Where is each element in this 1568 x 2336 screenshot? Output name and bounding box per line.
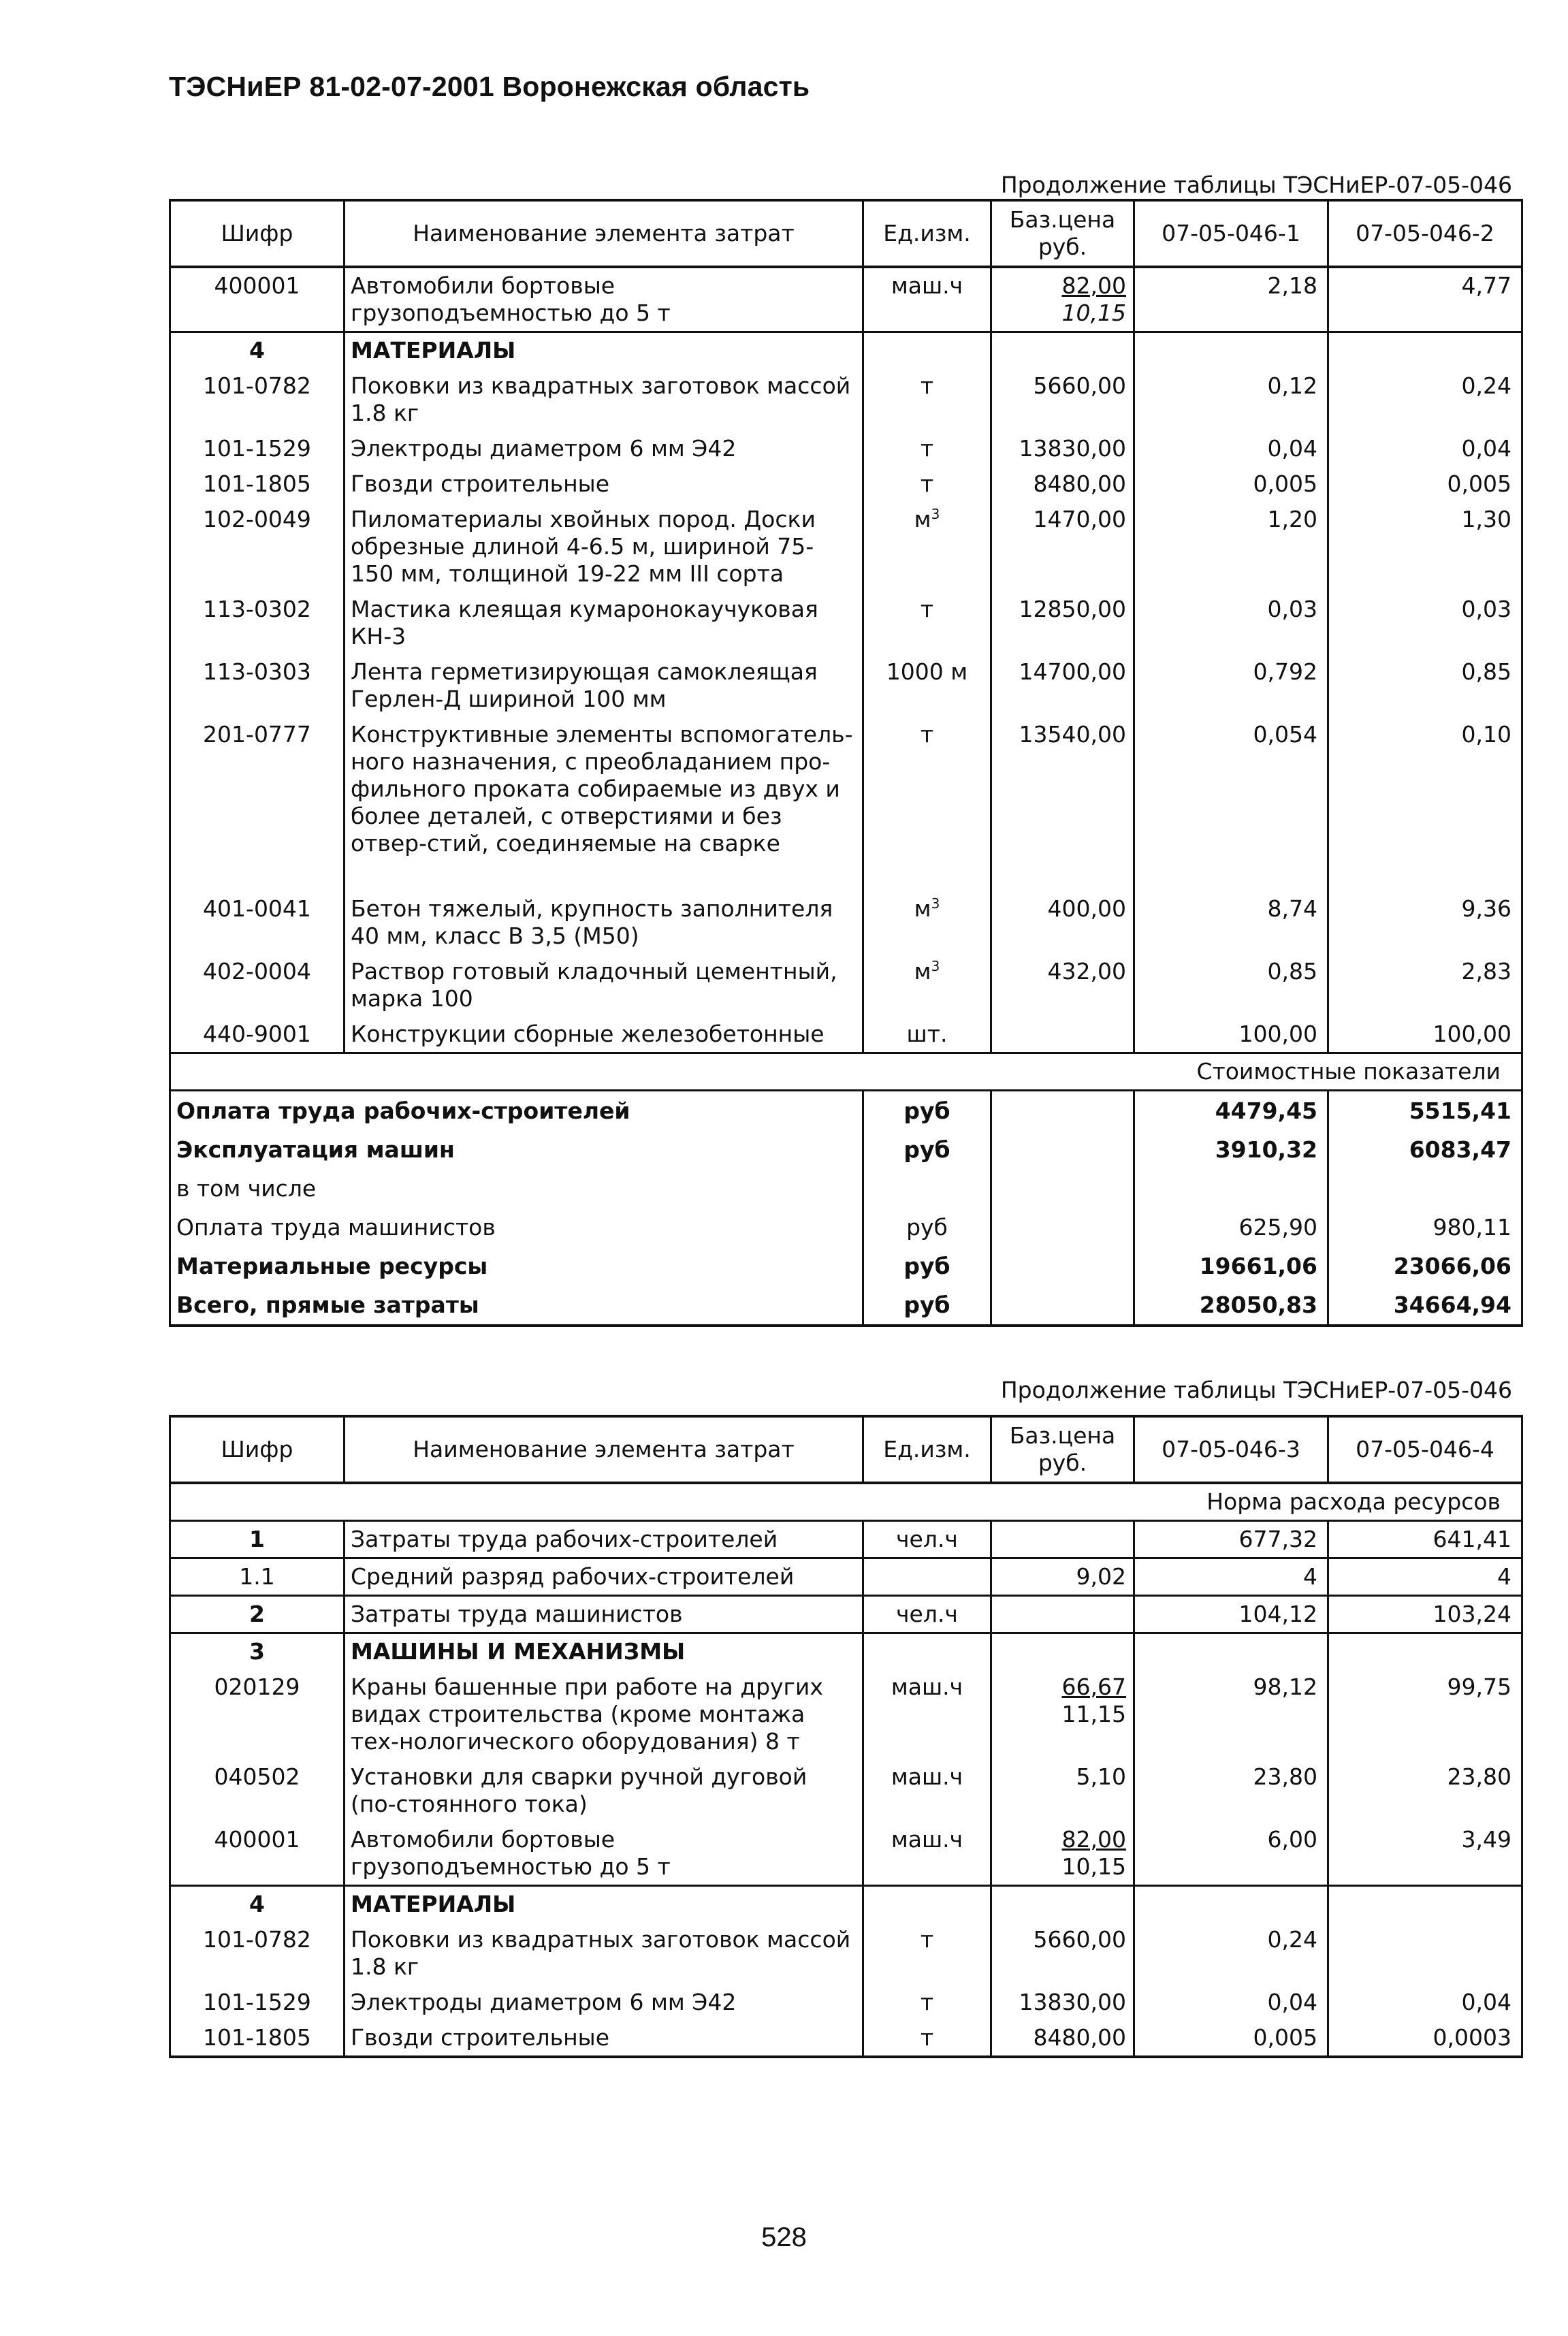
price-cell: 13830,00 xyxy=(991,1985,1134,2020)
name-cell: Электроды диаметром 6 мм Э42 xyxy=(345,431,863,466)
unit-text: м xyxy=(914,895,931,922)
section-title: МАТЕРИАЛЫ xyxy=(345,1886,863,1923)
page-number: 528 xyxy=(761,2222,807,2252)
header-code: Шифр xyxy=(170,1416,345,1483)
price-cell: 400,00 xyxy=(991,861,1134,954)
unit-cell: чел.ч xyxy=(863,1521,991,1558)
unit-cell xyxy=(863,717,991,861)
summary-value: 34664,94 xyxy=(1328,1285,1522,1326)
value-cell: 23,80 xyxy=(1134,1759,1328,1822)
table1-caption: Продолжение таблицы ТЭСНиЕР-07-05-046 xyxy=(1000,172,1512,198)
summary-label: Эксплуатация машин xyxy=(170,1130,863,1169)
unit-cell xyxy=(863,592,991,654)
price-cell xyxy=(991,1017,1134,1053)
name-cell: Мастика клеящая кумаронокаучуковая КН-3 xyxy=(345,592,863,654)
table-row xyxy=(170,466,1522,502)
name-cell: Электроды диаметром 6 мм Э42 xyxy=(345,1985,863,2020)
price-cell: 1470,00 xyxy=(991,502,1134,592)
price-cell xyxy=(991,267,1134,332)
unit-text: м xyxy=(914,958,931,985)
unit-cell xyxy=(863,1985,991,2020)
code-cell: 101-0782 xyxy=(170,368,345,431)
summary-row xyxy=(170,1130,1522,1169)
code-cell: 113-0302 xyxy=(170,592,345,654)
header-col1: 07-05-046-1 xyxy=(1134,200,1328,267)
price-cell: 8480,00 xyxy=(991,2020,1134,2057)
table-row xyxy=(170,502,1522,592)
unit-cell xyxy=(863,431,991,466)
summary-unit xyxy=(863,1169,991,1208)
table-row xyxy=(170,1669,1522,1759)
unit-superscript: 3 xyxy=(931,506,940,522)
price-cell: 5660,00 xyxy=(991,368,1134,431)
summary-value xyxy=(1328,1169,1522,1208)
section-number: 3 xyxy=(170,1633,345,1670)
value-cell: 0,12 xyxy=(1134,368,1328,431)
price-bottom: 10,15 xyxy=(1061,300,1126,326)
empty-cell xyxy=(991,1247,1134,1285)
name-cell: Лента герметизирующая самоклеящая Герлен-Д шириной 100 мм xyxy=(345,654,863,717)
price-cell xyxy=(991,1759,1134,1822)
price-cell: 14700,00 xyxy=(991,654,1134,717)
table-row xyxy=(170,368,1522,431)
code-cell: 113-0303 xyxy=(170,654,345,717)
section-title: МАШИНЫ И МЕХАНИЗМЫ xyxy=(345,1633,863,1670)
section-machines xyxy=(170,1633,1522,1670)
unit-text: т xyxy=(920,435,934,462)
band-row xyxy=(170,1483,1522,1521)
price-cell: 8480,00 xyxy=(991,466,1134,502)
value-cell: 9,36 xyxy=(1328,861,1522,954)
section-materials xyxy=(170,332,1522,369)
code-cell: 400001 xyxy=(170,267,345,332)
value-cell: 0,792 xyxy=(1134,654,1328,717)
name-cell: Конструктивные элементы вспомогатель-ного назначения, с преобладанием про-фильного проката собираемые из двух и более деталей, с отверстиями и без отвер-стий, соединяемые на сварке xyxy=(345,717,863,861)
unit-cell xyxy=(863,1017,991,1053)
name-cell: Установки для сварки ручной дуговой (по-стоянного тока) xyxy=(345,1759,863,1822)
code-cell: 2 xyxy=(170,1596,345,1633)
summary-value: 5515,41 xyxy=(1328,1091,1522,1131)
unit-text: шт. xyxy=(906,1021,948,1047)
summary-label: Оплата труда машинистов xyxy=(170,1208,863,1247)
table-row xyxy=(170,717,1522,861)
unit-cell xyxy=(863,1558,991,1596)
code-cell: 102-0049 xyxy=(170,502,345,592)
header-name: Наименование элемента затрат xyxy=(345,200,863,267)
table-row xyxy=(170,2020,1522,2057)
summary-row xyxy=(170,1169,1522,1208)
table-row xyxy=(170,954,1522,1017)
table-row xyxy=(170,654,1522,717)
header-price: Баз.цена руб. xyxy=(991,1416,1134,1483)
name-cell: Бетон тяжелый, крупность заполнителя 40 мм, класс В 3,5 (М50) xyxy=(345,861,863,954)
unit-superscript: 3 xyxy=(931,895,940,912)
code-cell: 201-0777 xyxy=(170,717,345,861)
price-bottom: 10,15 xyxy=(1061,1853,1126,1880)
value-cell: 100,00 xyxy=(1134,1017,1328,1053)
table-row xyxy=(170,1017,1522,1053)
price-cell xyxy=(991,1596,1134,1633)
header-col3: 07-05-046-3 xyxy=(1134,1416,1328,1483)
value-cell: 1,20 xyxy=(1134,502,1328,592)
header-code: Шифр xyxy=(170,200,345,267)
price-cell: 5660,00 xyxy=(991,1922,1134,1985)
value-cell: 0,10 xyxy=(1328,717,1522,861)
unit-cell xyxy=(863,654,991,717)
empty-cell xyxy=(863,1886,991,1923)
value-cell: 6,00 xyxy=(1134,1822,1328,1886)
value-cell: 641,41 xyxy=(1328,1521,1522,1558)
header-unit: Ед.изм. xyxy=(863,200,991,267)
price-cell: 432,00 xyxy=(991,954,1134,1017)
value-cell: 100,00 xyxy=(1328,1017,1522,1053)
value-cell: 103,24 xyxy=(1328,1596,1522,1633)
unit-text: т xyxy=(920,2024,934,2051)
value-cell: 0,04 xyxy=(1134,1985,1328,2020)
summary-row xyxy=(170,1091,1522,1131)
table-row xyxy=(170,592,1522,654)
price-bottom: 11,15 xyxy=(1061,1701,1126,1727)
empty-cell xyxy=(991,1633,1134,1670)
price-cell: 13830,00 xyxy=(991,431,1134,466)
unit-text: 1000 м xyxy=(886,658,968,685)
table1 xyxy=(169,199,1523,1327)
name-cell: Поковки из квадратных заготовок массой 1.8 кг xyxy=(345,1922,863,1985)
value-cell: 0,24 xyxy=(1134,1922,1328,1985)
name-cell: Автомобили бортовые грузоподъемностью до 5 т xyxy=(345,267,863,332)
price-cell: 12850,00 xyxy=(991,592,1134,654)
value-cell: 0,85 xyxy=(1134,954,1328,1017)
value-cell: 0,03 xyxy=(1328,592,1522,654)
unit-cell xyxy=(863,954,991,1017)
value-cell: 99,75 xyxy=(1328,1669,1522,1759)
empty-cell xyxy=(991,1130,1134,1169)
document-header: ТЭСНиЕР 81-02-07-2001 Воронежская область xyxy=(169,71,810,102)
header-col2: 07-05-046-2 xyxy=(1328,200,1522,267)
code-cell: 101-1805 xyxy=(170,466,345,502)
table-row xyxy=(170,1985,1522,2020)
section-title: МАТЕРИАЛЫ xyxy=(345,332,863,369)
empty-cell xyxy=(991,1886,1134,1923)
empty-cell xyxy=(991,1169,1134,1208)
unit-cell: маш.ч xyxy=(863,1669,991,1759)
name-cell: Гвозди строительные xyxy=(345,466,863,502)
name-cell: Затраты труда машинистов xyxy=(345,1596,863,1633)
unit-cell xyxy=(863,2020,991,2057)
unit-text: т xyxy=(920,470,934,497)
unit-cell: маш.ч xyxy=(863,1822,991,1886)
unit-text: т xyxy=(920,1989,934,2015)
unit-text: м xyxy=(914,506,931,532)
name-cell: Средний разряд рабочих-строителей xyxy=(345,1558,863,1596)
price-cell xyxy=(991,1521,1134,1558)
table1-header-row xyxy=(170,200,1522,267)
code-cell: 401-0041 xyxy=(170,861,345,954)
empty-cell xyxy=(991,1091,1134,1131)
summary-value: 6083,47 xyxy=(1328,1130,1522,1169)
name-cell: Поковки из квадратных заготовок массой 1.8 кг xyxy=(345,368,863,431)
code-cell: 101-1805 xyxy=(170,2020,345,2057)
summary-unit: руб xyxy=(863,1130,991,1169)
unit-text: т xyxy=(920,596,934,622)
empty-cell xyxy=(1134,332,1328,369)
code-cell: 101-1529 xyxy=(170,1985,345,2020)
value-cell: 0,005 xyxy=(1134,466,1328,502)
price-cell: 9,02 xyxy=(991,1558,1134,1596)
empty-cell xyxy=(991,332,1134,369)
value-cell: 4 xyxy=(1134,1558,1328,1596)
code-cell: 020129 xyxy=(170,1669,345,1759)
summary-row xyxy=(170,1208,1522,1247)
code-cell: 101-0782 xyxy=(170,1922,345,1985)
price-cell: 13540,00 xyxy=(991,717,1134,861)
header-name: Наименование элемента затрат xyxy=(345,1416,863,1483)
table-row xyxy=(170,1822,1522,1886)
table2-caption: Продолжение таблицы ТЭСНиЕР-07-05-046 xyxy=(1000,1377,1512,1403)
name-cell: Конструкции сборные железобетонные xyxy=(345,1017,863,1053)
summary-unit: руб xyxy=(863,1247,991,1285)
value-cell: 0,24 xyxy=(1328,368,1522,431)
value-cell: 0,04 xyxy=(1134,431,1328,466)
empty-cell xyxy=(863,1633,991,1670)
value-cell: 1,30 xyxy=(1328,502,1522,592)
table-row xyxy=(170,431,1522,466)
table-row xyxy=(170,861,1522,954)
summary-row xyxy=(170,1247,1522,1285)
name-cell: Пиломатериалы хвойных пород. Доски обрезные длиной 4-6.5 м, шириной 75-150 мм, толщиной 19-22 мм III сорта xyxy=(345,502,863,592)
summary-value xyxy=(1134,1169,1328,1208)
price-top: 66,67 xyxy=(1061,1674,1126,1700)
summary-row xyxy=(170,1285,1522,1326)
unit-cell xyxy=(863,466,991,502)
band-label: Стоимостные показатели xyxy=(170,1053,1522,1091)
empty-cell xyxy=(1328,1886,1522,1923)
name-cell: Автомобили бортовые грузоподъемностью до 5 т xyxy=(345,1822,863,1886)
price-cell xyxy=(991,1822,1134,1886)
unit-cell xyxy=(863,1922,991,1985)
name-cell: Краны башенные при работе на других видах строительства (кроме монтажа тех-нологического оборудования) 8 т xyxy=(345,1669,863,1759)
unit-superscript: 3 xyxy=(931,958,940,974)
band-label: Норма расхода ресурсов xyxy=(170,1483,1522,1521)
summary-value: 4479,45 xyxy=(1134,1091,1328,1131)
value-cell: 0,054 xyxy=(1134,717,1328,861)
value-cell: 0,0003 xyxy=(1328,2020,1522,2057)
unit-text: т xyxy=(920,721,934,748)
header-price: Баз.цена руб. xyxy=(991,200,1134,267)
price-top: 5,10 xyxy=(1076,1763,1126,1790)
summary-value: 28050,83 xyxy=(1134,1285,1328,1326)
summary-value: 980,11 xyxy=(1328,1208,1522,1247)
value-cell: 0,005 xyxy=(1328,466,1522,502)
value-cell: 104,12 xyxy=(1134,1596,1328,1633)
empty-cell xyxy=(1328,332,1522,369)
value-cell: 0,85 xyxy=(1328,654,1522,717)
summary-value: 23066,06 xyxy=(1328,1247,1522,1285)
summary-value: 3910,32 xyxy=(1134,1130,1328,1169)
table-row xyxy=(170,267,1522,332)
summary-value: 19661,06 xyxy=(1134,1247,1328,1285)
value-cell: 8,74 xyxy=(1134,861,1328,954)
unit-cell: чел.ч xyxy=(863,1596,991,1633)
value-cell: 2,18 xyxy=(1134,267,1328,332)
summary-unit: руб xyxy=(863,1208,991,1247)
unit-cell: маш.ч xyxy=(863,267,991,332)
band-row xyxy=(170,1053,1522,1091)
table-row xyxy=(170,1759,1522,1822)
value-cell: 4,77 xyxy=(1328,267,1522,332)
code-cell: 440-9001 xyxy=(170,1017,345,1053)
value-cell: 0,03 xyxy=(1134,592,1328,654)
value-cell: 3,49 xyxy=(1328,1822,1522,1886)
value-cell: 98,12 xyxy=(1134,1669,1328,1759)
table-row xyxy=(170,1521,1522,1558)
name-cell: Затраты труда рабочих-строителей xyxy=(345,1521,863,1558)
unit-cell xyxy=(863,368,991,431)
summary-label: Оплата труда рабочих-строителей xyxy=(170,1091,863,1131)
code-cell: 1.1 xyxy=(170,1558,345,1596)
empty-cell xyxy=(1134,1886,1328,1923)
summary-unit: руб xyxy=(863,1091,991,1131)
value-cell xyxy=(1328,1922,1522,1985)
value-cell: 23,80 xyxy=(1328,1759,1522,1822)
name-cell: Раствор готовый кладочный цементный, марка 100 xyxy=(345,954,863,1017)
summary-label: Материальные ресурсы xyxy=(170,1247,863,1285)
code-cell: 101-1529 xyxy=(170,431,345,466)
value-cell: 2,83 xyxy=(1328,954,1522,1017)
table2 xyxy=(169,1415,1523,2058)
empty-cell xyxy=(991,1285,1134,1326)
value-cell: 677,32 xyxy=(1134,1521,1328,1558)
value-cell: 0,04 xyxy=(1328,431,1522,466)
section-number: 4 xyxy=(170,332,345,369)
unit-text: т xyxy=(920,1926,934,1953)
unit-text: т xyxy=(920,372,934,399)
value-cell: 0,04 xyxy=(1328,1985,1522,2020)
section-materials xyxy=(170,1886,1522,1923)
table-row xyxy=(170,1558,1522,1596)
table-row xyxy=(170,1922,1522,1985)
value-cell: 0,005 xyxy=(1134,2020,1328,2057)
summary-unit: руб xyxy=(863,1285,991,1326)
code-cell: 1 xyxy=(170,1521,345,1558)
empty-cell xyxy=(1134,1633,1328,1670)
unit-cell xyxy=(863,502,991,592)
name-cell: Гвозди строительные xyxy=(345,2020,863,2057)
code-cell: 040502 xyxy=(170,1759,345,1822)
header-col4: 07-05-046-4 xyxy=(1328,1416,1522,1483)
summary-value: 625,90 xyxy=(1134,1208,1328,1247)
empty-cell xyxy=(991,1208,1134,1247)
price-top: 82,00 xyxy=(1061,272,1126,299)
summary-label: в том числе xyxy=(170,1169,863,1208)
empty-cell xyxy=(1328,1633,1522,1670)
unit-cell: маш.ч xyxy=(863,1759,991,1822)
table2-header-row xyxy=(170,1416,1522,1483)
empty-cell xyxy=(863,332,991,369)
price-top: 82,00 xyxy=(1061,1826,1126,1853)
section-number: 4 xyxy=(170,1886,345,1923)
code-cell: 402-0004 xyxy=(170,954,345,1017)
value-cell: 4 xyxy=(1328,1558,1522,1596)
price-cell xyxy=(991,1669,1134,1759)
summary-label: Всего, прямые затраты xyxy=(170,1285,863,1326)
header-unit: Ед.изм. xyxy=(863,1416,991,1483)
table-row xyxy=(170,1596,1522,1633)
unit-cell xyxy=(863,861,991,954)
code-cell: 400001 xyxy=(170,1822,345,1886)
